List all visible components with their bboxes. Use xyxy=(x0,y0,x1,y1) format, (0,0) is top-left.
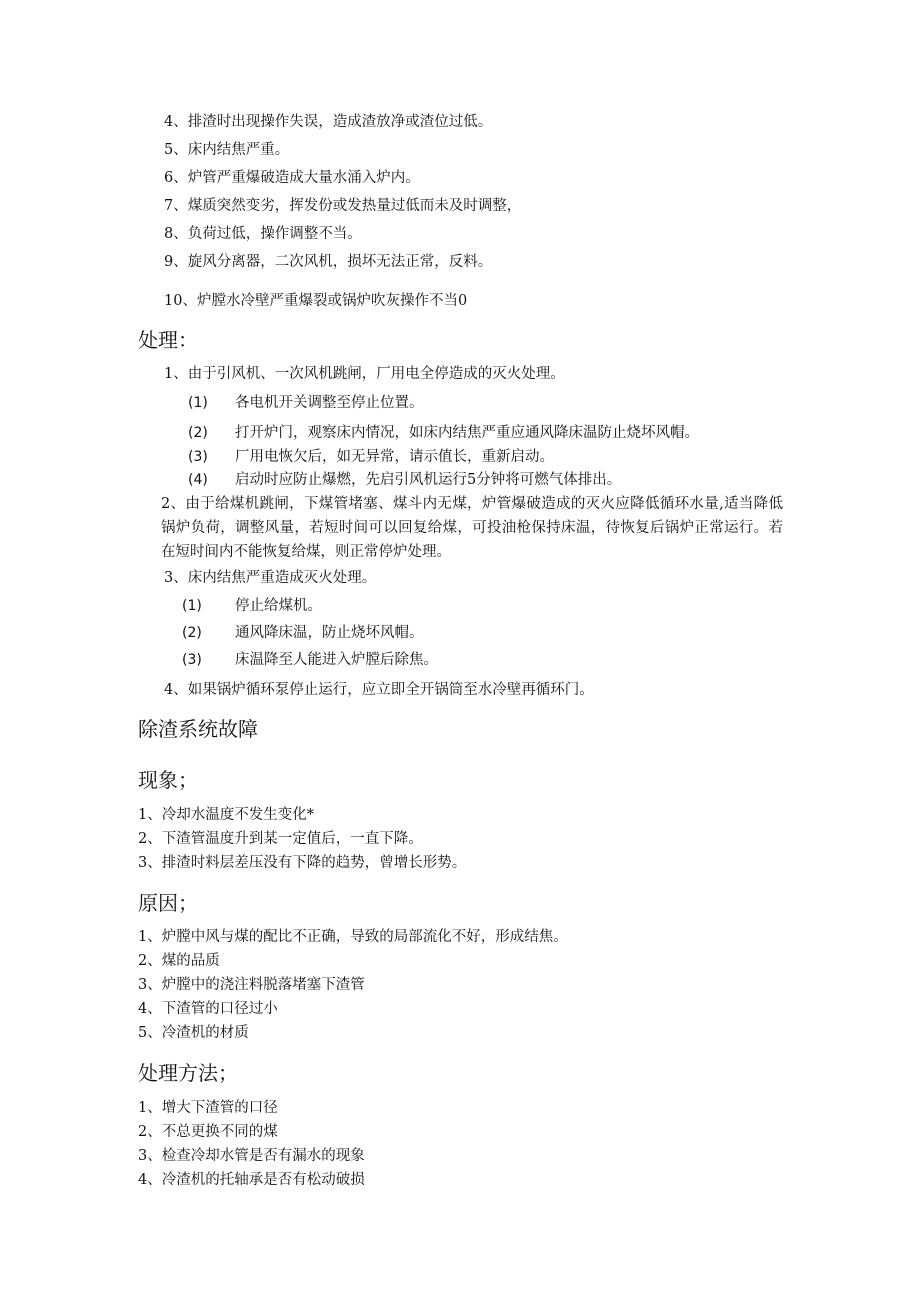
methods-item-4: 4、冷渣机的托轴承是否有松动破损 xyxy=(138,1172,365,1188)
cause-item-9: 9、旋风分离器，二次风机，损坏无法正常，反料。 xyxy=(164,254,493,270)
reasons-item-5: 5、冷渣机的材质 xyxy=(138,1025,249,1041)
handling-item-1-sub-2-number: (2) xyxy=(188,425,208,441)
methods-item-3: 3、检查冷却水管是否有漏水的现象 xyxy=(138,1148,365,1164)
reasons-item-2: 2、煤的品质 xyxy=(138,953,220,969)
reasons-item-4: 4、下渣管的口径过小 xyxy=(138,1001,278,1017)
phenomena-item-1: 1、冷却水温度不发生变化* xyxy=(138,807,314,823)
handling-item-3: 3、床内结焦严重造成灭火处理。 xyxy=(164,570,377,586)
handling-item-1-sub-3-number: (3) xyxy=(188,449,208,465)
handling-item-4: 4、如果锅炉循环泵停止运行，应立即全开锅筒至水冷壁再循环门。 xyxy=(164,682,594,698)
phenomena-item-3: 3、排渣时料层差压没有下降的趋势，曾增长形势。 xyxy=(138,855,467,871)
cause-item-4: 4、排渣时出现操作失误，造成渣放净或渣位过低。 xyxy=(164,114,493,130)
handling-item-3-sub-2: 通风降床温，防止烧坏风帽。 xyxy=(235,625,424,641)
cause-item-7: 7、煤质突然变劣，挥发份或发热量过低而未及时调整， xyxy=(164,198,522,214)
reasons-heading: 原因； xyxy=(138,891,198,915)
cause-item-5: 5、床内结焦严重。 xyxy=(164,142,290,158)
handling-item-1-sub-1-number: (1) xyxy=(188,395,208,411)
cause-item-10: 10、炉膛水冷壁严重爆裂或锅炉吹灰操作不当0 xyxy=(164,293,468,309)
handling-heading: 处理： xyxy=(138,328,198,352)
handling-item-3-sub-1-number: (1) xyxy=(182,598,202,614)
phenomena-heading: 现象； xyxy=(138,768,198,792)
section-title-slag-removal: 除渣系统故障 xyxy=(138,717,258,741)
handling-item-1-sub-4-number: (4) xyxy=(188,472,208,488)
reasons-item-3: 3、炉膛中的浇注料脱落堵塞下渣管 xyxy=(138,977,365,993)
reasons-item-1: 1、炉膛中风与煤的配比不正确，导致的局部流化不好，形成结焦。 xyxy=(138,929,568,945)
handling-item-2: 2、由于给煤机跳闸，下煤管堵塞、煤斗内无煤，炉管爆破造成的灭火应降低循环水量,适当降低锅炉负荷，调整风量，若短时间可以回复给煤，可投油枪保持床温，待恢复后锅炉正常运行。若在短时间内不能恢复给煤，则正常停炉处理。 xyxy=(161,496,783,560)
cause-item-6: 6、炉管严重爆破造成大量水涌入炉内。 xyxy=(164,170,420,186)
methods-item-1: 1、增大下渣管的口径 xyxy=(138,1100,278,1116)
handling-item-3-sub-3: 床温降至人能进入炉膛后除焦。 xyxy=(235,652,438,668)
handling-item-1-sub-2: 打开炉门，观察床内情况，如床内结焦严重应通风降床温防止烧坏风帽。 xyxy=(235,425,699,441)
methods-item-2: 2、不总更换不同的煤 xyxy=(138,1124,278,1140)
handling-item-3-sub-1: 停止给煤机。 xyxy=(235,598,322,614)
handling-item-3-sub-3-number: (3) xyxy=(182,652,202,668)
methods-heading: 处理方法； xyxy=(138,1061,238,1085)
handling-item-1-sub-3: 厂用电恢欠后，如无异常，请示值长，重新启动。 xyxy=(235,449,554,465)
handling-item-1-sub-4: 启动时应防止爆燃，先启引风机运行5分钟将可燃气体排出。 xyxy=(235,472,622,488)
handling-item-3-sub-2-number: (2) xyxy=(182,625,202,641)
handling-item-1-sub-1: 各电机开关调整至停止位置。 xyxy=(235,395,424,411)
handling-item-1: 1、由于引风机、一次风机跳闸，厂用电全停造成的灭火处理。 xyxy=(164,366,565,382)
cause-item-8: 8、负荷过低，操作调整不当。 xyxy=(164,226,362,242)
phenomena-item-2: 2、下渣管温度升到某一定值后，一直下降。 xyxy=(138,831,423,847)
